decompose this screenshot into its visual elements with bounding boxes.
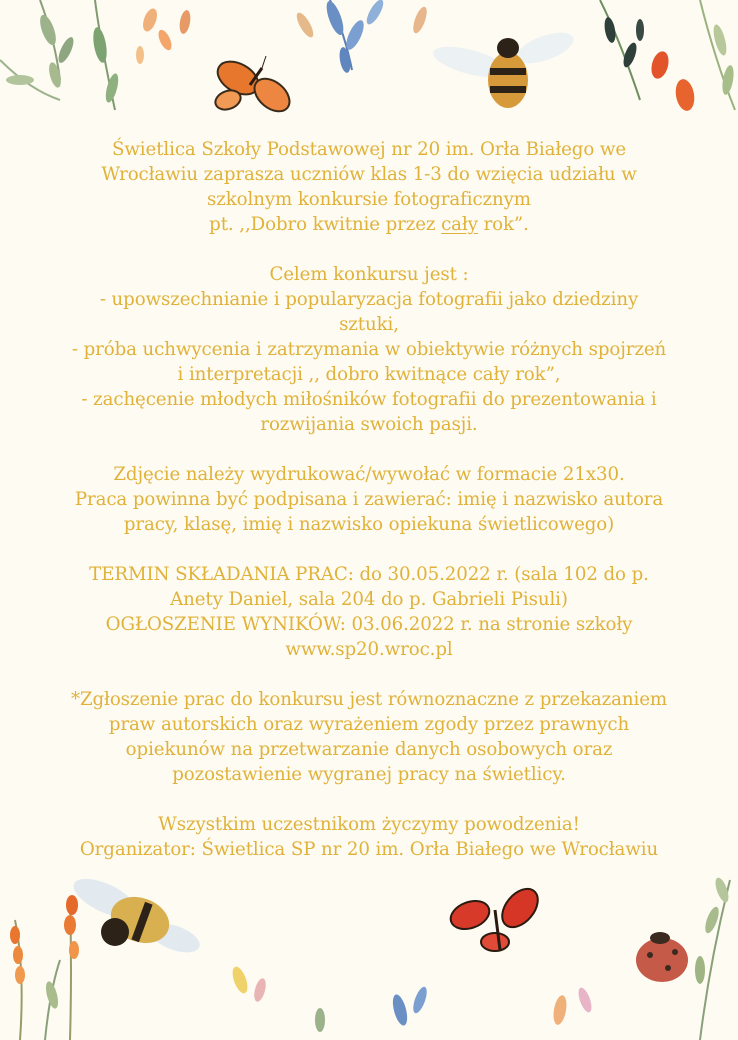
results-line-1: OGŁOSZENIE WYNIKÓW: 03.06.2022 r. na stronie szkoły xyxy=(105,614,633,635)
butterfly-bottom xyxy=(447,882,545,951)
top-floral-decoration xyxy=(0,0,738,135)
bee-bottom xyxy=(68,871,203,958)
ladybug xyxy=(636,932,688,982)
format-line-1: Zdjęcie należy wydrukować/wywołać w formacie 21x30. xyxy=(113,464,625,485)
format-line-3: pracy, klasę, imię i nazwisko opiekuna świetlicowego) xyxy=(123,514,615,535)
bee-top xyxy=(430,26,577,108)
note-line-3: opiekunów na przetwarzanie danych osobowych oraz xyxy=(125,739,613,760)
goals-heading: Celem konkursu jest : xyxy=(269,264,469,285)
butterfly-top xyxy=(212,55,296,118)
deadline-line-1: TERMIN SKŁADANIA PRAC: do 30.05.2022 r. (sala 102 do p. xyxy=(89,564,649,585)
goal-3-line-2: rozwijania swoich pasji. xyxy=(260,414,478,435)
note-line-1: *Zgłoszenie prac do konkursu jest równoznaczne z przekazaniem xyxy=(70,689,668,710)
invite-line-3: szkolnym konkursie fotograficznym xyxy=(207,189,531,210)
invite-line-1: Świetlica Szkoły Podstawowej nr 20 im. Orła Białego we xyxy=(111,139,627,160)
goal-1-line-1: - upowszechnianie i popularyzacja fotografii jako dziedziny xyxy=(99,289,639,310)
bottom-floral-decoration xyxy=(0,860,738,1040)
goal-2-line-1: - próba uchwycenia i zatrzymania w obiektywie różnych spojrzeń xyxy=(71,339,667,360)
leaves-bottom-right xyxy=(695,876,731,1040)
closing-wishes: Wszystkim uczestnikom życzymy powodzenia! xyxy=(158,814,580,835)
announcement-text xyxy=(40,137,698,862)
note-line-2: praw autorskich oraz wyrażeniem zgody przez prawnych xyxy=(108,714,630,735)
orange-flowers-bottom-left xyxy=(10,895,79,1040)
goal-1-line-2: sztuki, xyxy=(339,314,399,335)
flowers-bottom-middle xyxy=(230,965,595,1032)
organizer-line: Organizator: Świetlica SP nr 20 im. Orła Białego we Wrocławiu xyxy=(79,839,659,860)
blue-leaves-top xyxy=(294,0,430,74)
contest-title-part-1: pt. ,,Dobro kwitnie przez xyxy=(209,214,442,235)
contest-title-part-3: rok”. xyxy=(477,214,529,235)
goal-3-line-1: - zachęcenie młodych miłośników fotografii do prezentowania i xyxy=(81,389,657,410)
invite-line-2: Wrocławiu zaprasza uczniów klas 1-3 do wzięcia udziału w xyxy=(101,164,637,185)
format-line-2: Praca powinna być podpisana i zawierać: imię i nazwisko autora xyxy=(74,489,664,510)
contest-title-underlined: cały xyxy=(441,214,478,235)
goal-2-line-2: i interpretacji ,, dobro kwitnące cały rok”, xyxy=(177,364,561,385)
leaves-top-right xyxy=(600,0,736,112)
note-line-4: pozostawienie wygranej pracy na świetlicy. xyxy=(172,764,566,785)
deadline-line-2: Anety Daniel, sala 204 do p. Gabrieli Pisuli) xyxy=(170,589,568,610)
school-website: www.sp20.wroc.pl xyxy=(285,639,453,660)
invite-line-4 xyxy=(40,212,698,237)
leaf-cluster-left xyxy=(0,0,121,110)
orange-flowers-top-left xyxy=(136,7,192,64)
